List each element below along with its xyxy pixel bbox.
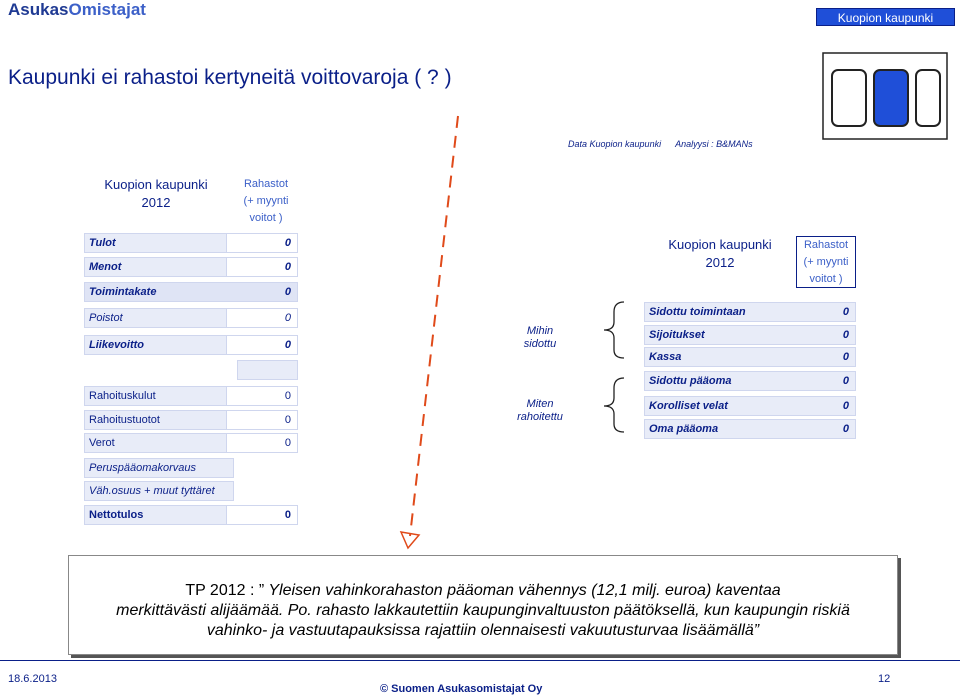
callout-line2: merkittävästi alijäämää. Po. rahasto lakkautettiin kaupunginvaltuuston päätöksellä, kun kaupungin riskiä bbox=[116, 602, 850, 619]
row-value: 0 bbox=[819, 397, 855, 415]
logo-part2: Omistajat bbox=[68, 0, 146, 19]
table-row-sidottu-paaoma bbox=[644, 371, 856, 391]
right-col1-header bbox=[648, 236, 792, 272]
left-col2-header-l3: voitot ) bbox=[249, 212, 283, 224]
row-label: Liikevoitto bbox=[89, 339, 145, 351]
row-value: 0 bbox=[819, 348, 855, 366]
left-col1-header-l2: 2012 bbox=[141, 195, 171, 210]
source-note bbox=[568, 139, 767, 149]
row-label: Sijoitukset bbox=[649, 329, 705, 341]
map-icon bbox=[822, 52, 948, 140]
table-row-rahoitustuotot bbox=[84, 410, 298, 430]
table-row-liikevoitto bbox=[84, 335, 298, 355]
label-mihin-l1: Mihin bbox=[526, 325, 554, 337]
row-label: Nettotulos bbox=[89, 509, 144, 521]
row-value: 0 bbox=[226, 336, 297, 354]
table-row-sijoitukset bbox=[644, 325, 856, 345]
row-label: Sidottu toimintaan bbox=[649, 306, 746, 318]
logo bbox=[8, 0, 146, 20]
row-value: 0 bbox=[819, 326, 855, 344]
label-miten-rahoitettu bbox=[510, 398, 570, 424]
row-label: Kassa bbox=[649, 351, 682, 363]
row-value: 0 bbox=[226, 234, 297, 252]
table-row-tulot bbox=[84, 233, 298, 253]
row-value: 0 bbox=[226, 309, 297, 327]
right-col2-header-l2: (+ myynti bbox=[803, 256, 849, 268]
row-label: Väh.osuus + muut tyttäret bbox=[89, 485, 215, 497]
table-row-vahosuus bbox=[84, 481, 234, 501]
row-value: 0 bbox=[226, 387, 297, 405]
city-button[interactable]: Kuopion kaupunki bbox=[816, 8, 955, 26]
table-row-toimintakate bbox=[84, 282, 298, 302]
callout-line3: vahinko- ja vastuutapauksissa rajattiin olennaisesti vakuutusturvaa lisäämällä” bbox=[206, 622, 760, 639]
label-mihin-l2: sidottu bbox=[523, 338, 557, 350]
row-value: 0 bbox=[226, 434, 297, 452]
row-value: 0 bbox=[226, 411, 297, 429]
logo-part1: Asukas bbox=[8, 0, 69, 19]
callout-box bbox=[68, 555, 898, 655]
row-label: Peruspääomakorvaus bbox=[89, 462, 197, 474]
table-row-sidottu-toimintaan bbox=[644, 302, 856, 322]
table-row-peruspaaomakorvaus bbox=[84, 458, 234, 478]
label-miten-l2: rahoitettu bbox=[517, 411, 563, 423]
row-label: Sidottu pääoma bbox=[649, 375, 732, 387]
table-row-korolliset-velat bbox=[644, 396, 856, 416]
row-label: Korolliset velat bbox=[649, 400, 728, 412]
table-row-rahoituskulut bbox=[84, 386, 298, 406]
dashed-arrow bbox=[370, 112, 470, 552]
footer-divider bbox=[0, 660, 960, 661]
right-col2-header-l3: voitot ) bbox=[809, 273, 843, 285]
callout-line1 bbox=[69, 556, 897, 601]
row-label: Poistot bbox=[89, 312, 123, 324]
page-number: 12 bbox=[878, 673, 891, 685]
left-col2-header bbox=[234, 176, 298, 227]
table-row-verot bbox=[84, 433, 298, 453]
row-value: 0 bbox=[226, 506, 297, 524]
row-label: Rahoituskulut bbox=[89, 390, 156, 402]
left-col2-header-l1: Rahastot bbox=[243, 178, 289, 190]
row-label: Toimintakate bbox=[89, 286, 157, 298]
right-col1-header-l1: Kuopion kaupunki bbox=[668, 237, 772, 252]
row-value: 0 bbox=[819, 420, 855, 438]
row-label: Verot bbox=[89, 437, 115, 449]
row-value: 0 bbox=[227, 283, 297, 301]
table-row-kassa bbox=[644, 347, 856, 367]
brace-icons bbox=[598, 298, 628, 438]
page-title: Kaupunki ei rahastoi kertyneitä voittovaroja ( ? ) bbox=[8, 66, 452, 89]
right-col2-header-l1: Rahastot bbox=[803, 239, 849, 251]
source-analysis: Analyysi : B&MANs bbox=[675, 139, 753, 149]
label-miten-l1: Miten bbox=[526, 398, 554, 410]
table-row-nettotulos bbox=[84, 505, 298, 525]
table-row-poistot bbox=[84, 308, 298, 328]
left-col1-header bbox=[84, 176, 228, 212]
source-data: Data Kuopion kaupunki bbox=[568, 139, 662, 149]
right-col2-header bbox=[796, 236, 856, 288]
left-col2-header-l2: (+ myynti bbox=[243, 195, 289, 207]
footer-copyright: © Suomen Asukasomistajat Oy bbox=[380, 683, 543, 695]
empty-cell bbox=[237, 360, 298, 380]
callout-prefix: TP 2012 : ” bbox=[185, 582, 265, 599]
footer-date: 18.6.2013 bbox=[8, 673, 57, 685]
row-value: 0 bbox=[819, 303, 855, 321]
left-col1-header-l1: Kuopion kaupunki bbox=[104, 177, 208, 192]
right-col1-header-l2: 2012 bbox=[705, 255, 735, 270]
row-label: Menot bbox=[89, 261, 122, 273]
row-label: Tulot bbox=[89, 237, 116, 249]
row-value: 0 bbox=[226, 258, 297, 276]
table-row-menot bbox=[84, 257, 298, 277]
table-row-oma-paaoma bbox=[644, 419, 856, 439]
label-mihin-sidottu bbox=[510, 325, 570, 351]
callout-line1-text: Yleisen vahinkorahaston pääoman vähennys (12,1 milj. euroa) kaventaa bbox=[268, 582, 781, 599]
row-label: Oma pääoma bbox=[649, 423, 719, 435]
row-label: Rahoitustuotot bbox=[89, 414, 160, 426]
row-value: 0 bbox=[819, 372, 855, 390]
